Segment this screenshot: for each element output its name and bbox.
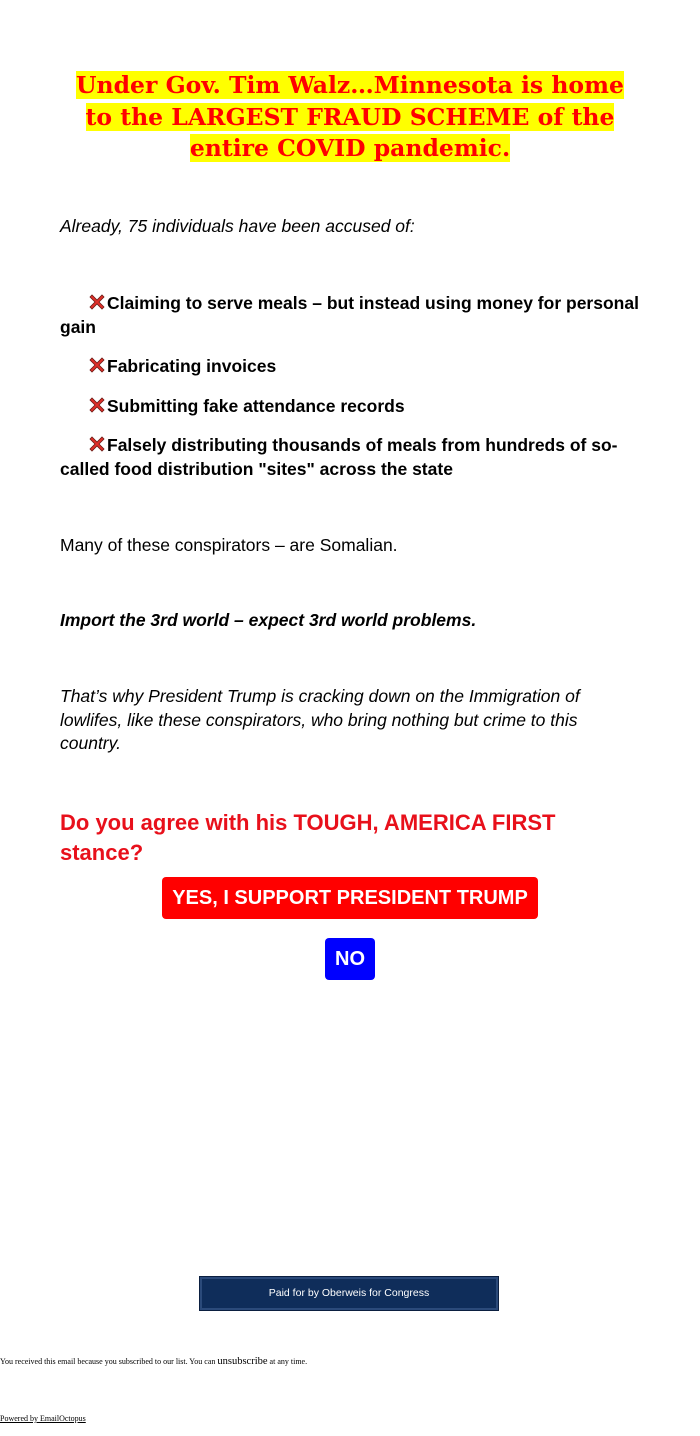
list-item: [60, 292, 640, 339]
no-button[interactable]: NO: [325, 938, 375, 980]
list-item-text: Fabricating invoices: [107, 356, 277, 376]
cross-mark-icon: [87, 434, 107, 454]
survey-question: Do you agree with his TOUGH, AMERICA FIRST stance?: [60, 810, 556, 865]
cross-mark-icon: [87, 355, 107, 375]
import-paragraph: Import the 3rd world – expect 3rd world problems.: [60, 610, 477, 630]
cross-mark-icon: [87, 395, 107, 415]
list-item-text: Submitting fake attendance records: [107, 395, 405, 416]
cross-mark-icon: [87, 292, 107, 312]
trump-paragraph: That’s why President Trump is cracking down on the Immigration of lowlifes, like these conspirators, who bring nothing but crime to this country.: [60, 686, 580, 753]
accusation-list: [60, 292, 640, 497]
headline: [60, 70, 640, 165]
headline-text: Under Gov. Tim Walz…Minnesota is home to the LARGEST FRAUD SCHEME of the entire COVID pandemic.: [76, 71, 624, 162]
powered-by-link[interactable]: Powered by EmailOctopus: [0, 1414, 86, 1423]
unsubscribe-link[interactable]: unsubscribe: [217, 1356, 268, 1367]
footer-notice: [0, 1356, 307, 1367]
list-item: [60, 355, 640, 379]
paid-for-disclaimer: [199, 1276, 499, 1311]
footer-suffix: at any time.: [267, 1357, 308, 1366]
list-item-text: Falsely distributing thousands of meals from hundreds of so-called food distribution "sites" across the state: [60, 435, 618, 479]
paid-for-text: Paid for by Oberweis for Congress: [268, 1287, 430, 1299]
list-item-text: Claiming to serve meals – but instead using money for personal gain: [60, 293, 639, 337]
somali-paragraph: Many of these conspirators – are Somalian.: [60, 535, 398, 555]
intro-text: Already, 75 individuals have been accused of:: [60, 216, 415, 236]
footer-prefix: You received this email because you subscribed to our list. You can: [0, 1357, 218, 1366]
list-item: [60, 395, 640, 419]
yes-support-button[interactable]: YES, I SUPPORT PRESIDENT TRUMP: [162, 877, 538, 919]
list-item: [60, 434, 640, 481]
